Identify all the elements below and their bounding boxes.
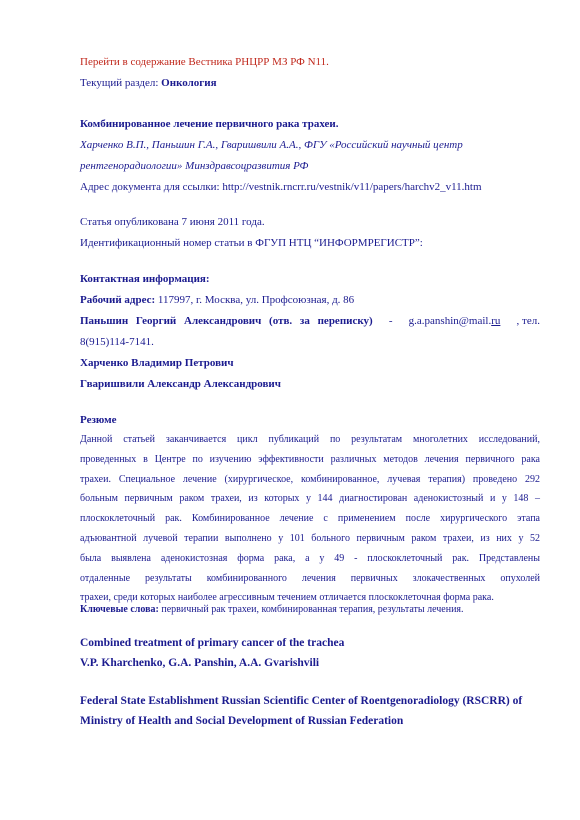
address-url[interactable]: http://vestnik.rncrr.ru/vestnik/v11/papers/harchv2_v11.htm — [222, 181, 482, 193]
summary-line: больным первичным раком трахеи, из которых у 144 диагностирован аденокистозный и у 148 – — [80, 493, 540, 505]
email-tld[interactable]: ru — [491, 315, 501, 327]
english-affiliation-1: Federal State Establishment Russian Scientific Center of Roentgenoradiology (RSCRR) of — [80, 695, 523, 707]
english-affiliation-2: Ministry of Health and Social Development of Russian Federation — [80, 715, 404, 727]
summary-line: адъювантной лучевой терапии выполнено у 101 больного первичным раком трахеи, из них у 52 — [80, 532, 540, 544]
work-address-value: 117997, г. Москва, ул. Профсоюзная, д. 86 — [155, 294, 355, 306]
contact-gvarishvili: Гваришвили Александр Александрович — [80, 378, 281, 390]
summary-line: плоскоклеточный рак. Комбинированное лечение с применением после хирургического этапа — [80, 513, 540, 525]
contact-panshin — [80, 314, 540, 328]
document-address — [80, 180, 482, 194]
work-address — [80, 293, 354, 307]
section-label: Текущий раздел: — [80, 77, 162, 89]
summary-line: проведенных в Центре по изучению эффективности различных методов лечения первичного рака — [80, 453, 540, 465]
authors-line-1: Харченко В.П., Паньшин Г.А., Гваришвили А.А., ФГУ «Российский научный центр — [80, 139, 463, 151]
id-number: Идентификационный номер статьи в ФГУП НТЦ “ИНФОРМРЕГИСТР”: — [80, 237, 423, 249]
contacts-heading: Контактная информация: — [80, 273, 210, 285]
article-title: Комбинированное лечение первичного рака трахеи. — [80, 118, 339, 130]
summary-heading: Резюме — [80, 414, 117, 426]
authors-line-2: рентгенорадиологии» Минздравсоцразвития РФ — [80, 160, 309, 172]
address-label: Адрес документа для ссылки: — [80, 181, 223, 193]
work-address-label: Рабочий адрес: — [80, 294, 156, 306]
contact-kharchenko: Харченко Владимир Петрович — [80, 357, 234, 369]
panshin-phone-label: , тел. — [516, 315, 540, 327]
english-title: Combined treatment of primary cancer of the trachea — [80, 637, 345, 649]
section-value: Онкология — [161, 77, 217, 89]
panshin-email[interactable] — [409, 314, 501, 328]
english-authors: V.P. Kharchenko, G.A. Panshin, A.A. Gvarishvili — [80, 657, 320, 669]
panshin-name: Паньшин Георгий Александрович (отв. за переписку) — [80, 315, 373, 327]
email-user[interactable]: g.a.panshin@mail. — [408, 315, 492, 327]
toc-link[interactable]: Перейти в содержание Вестника РНЦРР МЗ РФ N11. — [80, 56, 329, 68]
published-date: Статья опубликована 7 июня 2011 года. — [80, 216, 265, 228]
panshin-dash: - — [388, 315, 393, 327]
summary-line: Данной статьей заканчивается цикл публикаций по результатам многолетних исследований, — [80, 434, 540, 445]
keywords-label: Ключевые слова: — [80, 604, 159, 615]
summary-body — [80, 430, 540, 608]
panshin-phone: 8(915)114-7141. — [80, 336, 154, 348]
current-section — [80, 76, 217, 90]
keywords — [80, 603, 464, 617]
summary-line: была выявлена аденокистозная форма рака, а у 49 - плоскоклеточный рак. Представлены — [80, 552, 540, 564]
keywords-value: первичный рак трахеи, комбинированная терапия, результаты лечения. — [158, 604, 464, 615]
summary-line: отдаленные результаты комбинированного лечения первичных злокачественных опухолей — [80, 572, 540, 584]
summary-line: трахеи, среди которых наиболее агрессивным течением отличается плоскоклеточная форма рака. — [80, 592, 494, 604]
summary-line: трахеи. Специальное лечение (хирургическое, комбинированное, лучевая терапия) проведено 292 — [80, 473, 540, 485]
